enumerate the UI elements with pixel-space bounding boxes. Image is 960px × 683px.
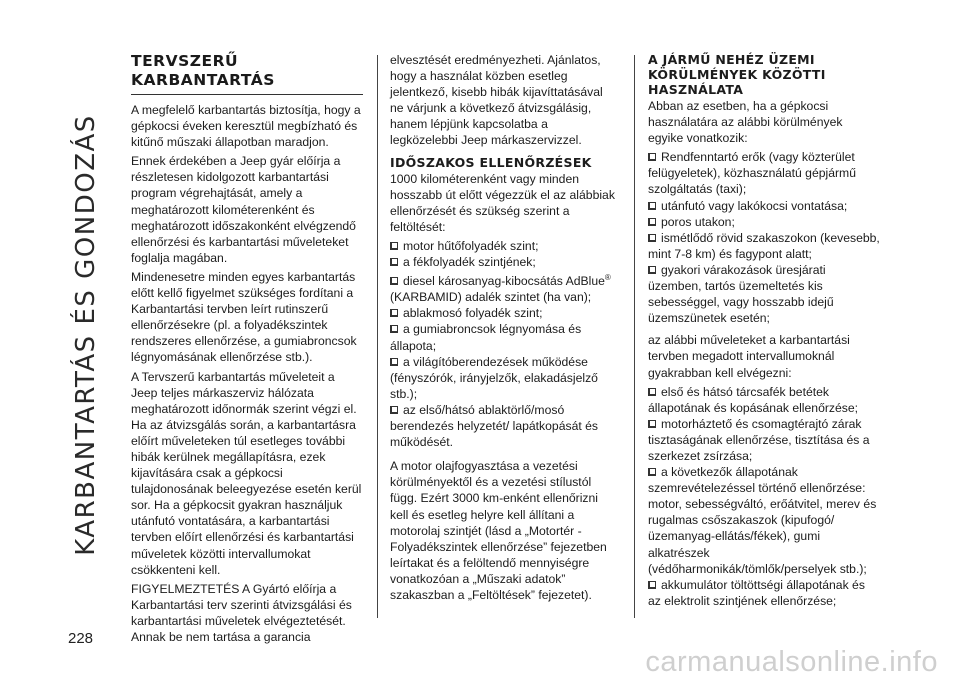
bullet-square-icon bbox=[648, 468, 656, 476]
list-item: poros utakon; bbox=[648, 214, 880, 230]
paragraph: Mindenesetre minden egyes karbantartás előtt kellő figyelmet szükséges fordítani a Karbantartási tervben leírt rutinszerű ellenőrzésekre (pl. a folyadékszintek rendszeres ellenőrzése, a gumiabroncsok légnyomásának ellenőrzése stb.). bbox=[131, 269, 357, 365]
watermark-text: carmanualsonline.info bbox=[645, 646, 938, 678]
list-item: ismétlődő rövid szakaszokon (kevesebb, mint 7-8 km) és fagypont alatt; bbox=[648, 230, 880, 261]
list-item: utánfutó vagy lakókocsi vontatása; bbox=[648, 198, 880, 214]
bullet-square-icon bbox=[648, 202, 656, 210]
list-item: a világítóberendezések működése (fényszórók, irányjelzők, elakadásjelző stb.); bbox=[390, 354, 598, 401]
section-heading-severe-conditions: A JÁRMŰ NEHÉZ ÜZEMI KÖRÜLMÉNYEK KÖZÖTTI HASZNÁLATA bbox=[648, 52, 826, 97]
list-item: akkumulátor töltöttségi állapotának és az elektrolit szintjének ellenőrzése; bbox=[648, 577, 865, 608]
list-item: motorháztető és csomagtérajtó zárak tisztaságának ellenőrzése, tisztítása és a szerkezet zsírzása; bbox=[648, 416, 870, 463]
list-item: az első/hátsó ablaktörlő/mosó berendezés helyzetét/ lapátkopását és működését. bbox=[390, 402, 599, 450]
list-item: a következők állapotának szemrevételezéssel történő ellenőrzése: motor, sebességváltó, erőátvitel, merev és rugalmas csőszakaszok (kipufogó/üzemanyag-ellátás/fékek), gumi alkatrészek (védőharmonikák/tömlők/perselyek stb.); bbox=[648, 465, 877, 576]
list-item: motor hűtőfolyadék szint; bbox=[390, 238, 618, 254]
list-item: diesel károsanyag-kibocsátás AdBlue® (KARBAMID) adalék szintet (ha van); bbox=[390, 273, 611, 305]
paragraph: 1000 kilométerenként vagy minden hosszabb út előtt végezzük el az alábbiak ellenőrzését és szükség szerint a feltöltését: bbox=[390, 171, 615, 234]
bullet-square-icon bbox=[390, 277, 398, 285]
bullet-square-icon bbox=[648, 581, 656, 589]
section-heading-planned-maintenance: TERVSZERŰ KARBANTARTÁS bbox=[131, 52, 363, 95]
chapter-side-title-text: KARBANTARTÁS ÉS GONDOZÁS bbox=[71, 114, 102, 556]
paragraph: az alábbi műveleteket a karbantartási tervben megadott intervallumoknál gyakrabban kell elvégezni: bbox=[648, 333, 850, 380]
chapter-side-title bbox=[62, 50, 110, 620]
section-heading-periodic-checks: IDŐSZAKOS ELLENŐRZÉSEK bbox=[390, 154, 592, 170]
list-item: első és hátsó tárcsafék betétek állapotának és kopásának ellenőrzése; bbox=[648, 384, 859, 415]
column-divider bbox=[634, 55, 635, 618]
bullet-square-icon bbox=[648, 153, 656, 161]
bullet-square-icon bbox=[648, 420, 656, 428]
paragraph: A motor olajfogyasztása a vezetési körülményektől és a vezetési stílustól függ. Ezért 3000 km-enként ellenőrizni kell és esetleg helyre kell állítani a motorolaj szintjét (lásd a „Motortér - Folyadékszintek ellenőrzése” fejezetben leírtakat és a felöltendő mennyiségre vonatkozóan a „Műszaki adatok” szakaszban a „Feltöltések” fejezetet). bbox=[390, 459, 607, 602]
paragraph: Ennek érdekében a Jeep gyár előírja a részletesen kidolgozott karbantartási program végrehajtását, amely a meghatározott kilométerenként és meghatározott időszakonként elvégzendő ellenőrzési és karbantartási műveleteket foglalja magában. bbox=[131, 154, 356, 265]
bullet-square-icon bbox=[390, 242, 398, 250]
list-item: gyakori várakozások üresjárati üzemben, tartós üzemeltetés kis sebességgel, vagy hosszabb idejű üzemszünetek esetén; bbox=[648, 262, 834, 326]
page-number: 228 bbox=[68, 630, 94, 647]
bullet-square-icon bbox=[390, 406, 398, 414]
column-2 bbox=[390, 52, 618, 606]
paragraph: Abban az esetben, ha a gépkocsi használatára az alábbi körülmények egyike vonatkozik: bbox=[648, 99, 843, 146]
bullet-square-icon bbox=[390, 325, 398, 333]
bullet-square-icon bbox=[390, 258, 398, 266]
bullet-square-icon bbox=[648, 388, 656, 396]
bullet-square-icon bbox=[390, 309, 398, 317]
list-item: Rendfenntartó erők (vagy közterület felügyeletek), közhasználatú gépjármű szolgáltatás (taxi); bbox=[648, 150, 856, 197]
column-divider bbox=[377, 55, 378, 618]
warning-paragraph: FIGYELMEZTETÉS A Gyártó előírja a Karbantartási terv szerinti átvizsgálási és karbantartási műveletek elvégeztetését. Annak be nem tartása a garancia bbox=[131, 581, 352, 644]
bullet-square-icon bbox=[648, 218, 656, 226]
paragraph: A megfelelő karbantartás biztosítja, hogy a gépkocsi éveken keresztül megbízható és kitűnő műszaki állapotban maradjon. bbox=[131, 103, 361, 150]
paragraph: A Tervszerű karbantartás műveleteit a Jeep teljes márkaszerviz hálózata meghatározott időnormák szerint végzi el. Ha az átvizsgálás során, a karbantartásra előírt műveleteken túl esetleges további hibák kerülnek megállapításra, ezek kijavítására csak a gépkocsi tulajdonosának beleegyezése esetén kerül sor. Ha a gépkocsit gyakran használjuk utánfutó vontatására, a karbantartási tervben előírt ellenőrzési és karbantartási műveletek közötti intervallumokat csökkenteni kell. bbox=[131, 369, 362, 577]
column-1 bbox=[131, 52, 363, 648]
bullet-square-icon bbox=[390, 358, 398, 366]
list-item: a gumiabroncsok légnyomása és állapota; bbox=[390, 322, 582, 353]
bullet-square-icon bbox=[648, 266, 656, 274]
list-item: a fékfolyadék szintjének; bbox=[390, 254, 618, 270]
paragraph: elvesztését eredményezheti. Ajánlatos, hogy a használat közben esetleg jelentkező, kisebb hibák kijavíttatásával ne várjunk a következő átvizsgálásig, hanem lépjünk kapcsolatba a legközelebbi Jeep márkaszervizzel. bbox=[390, 53, 603, 148]
bullet-square-icon bbox=[648, 234, 656, 242]
column-3 bbox=[648, 52, 880, 609]
list-item: ablakmosó folyadék szint; bbox=[390, 305, 618, 321]
